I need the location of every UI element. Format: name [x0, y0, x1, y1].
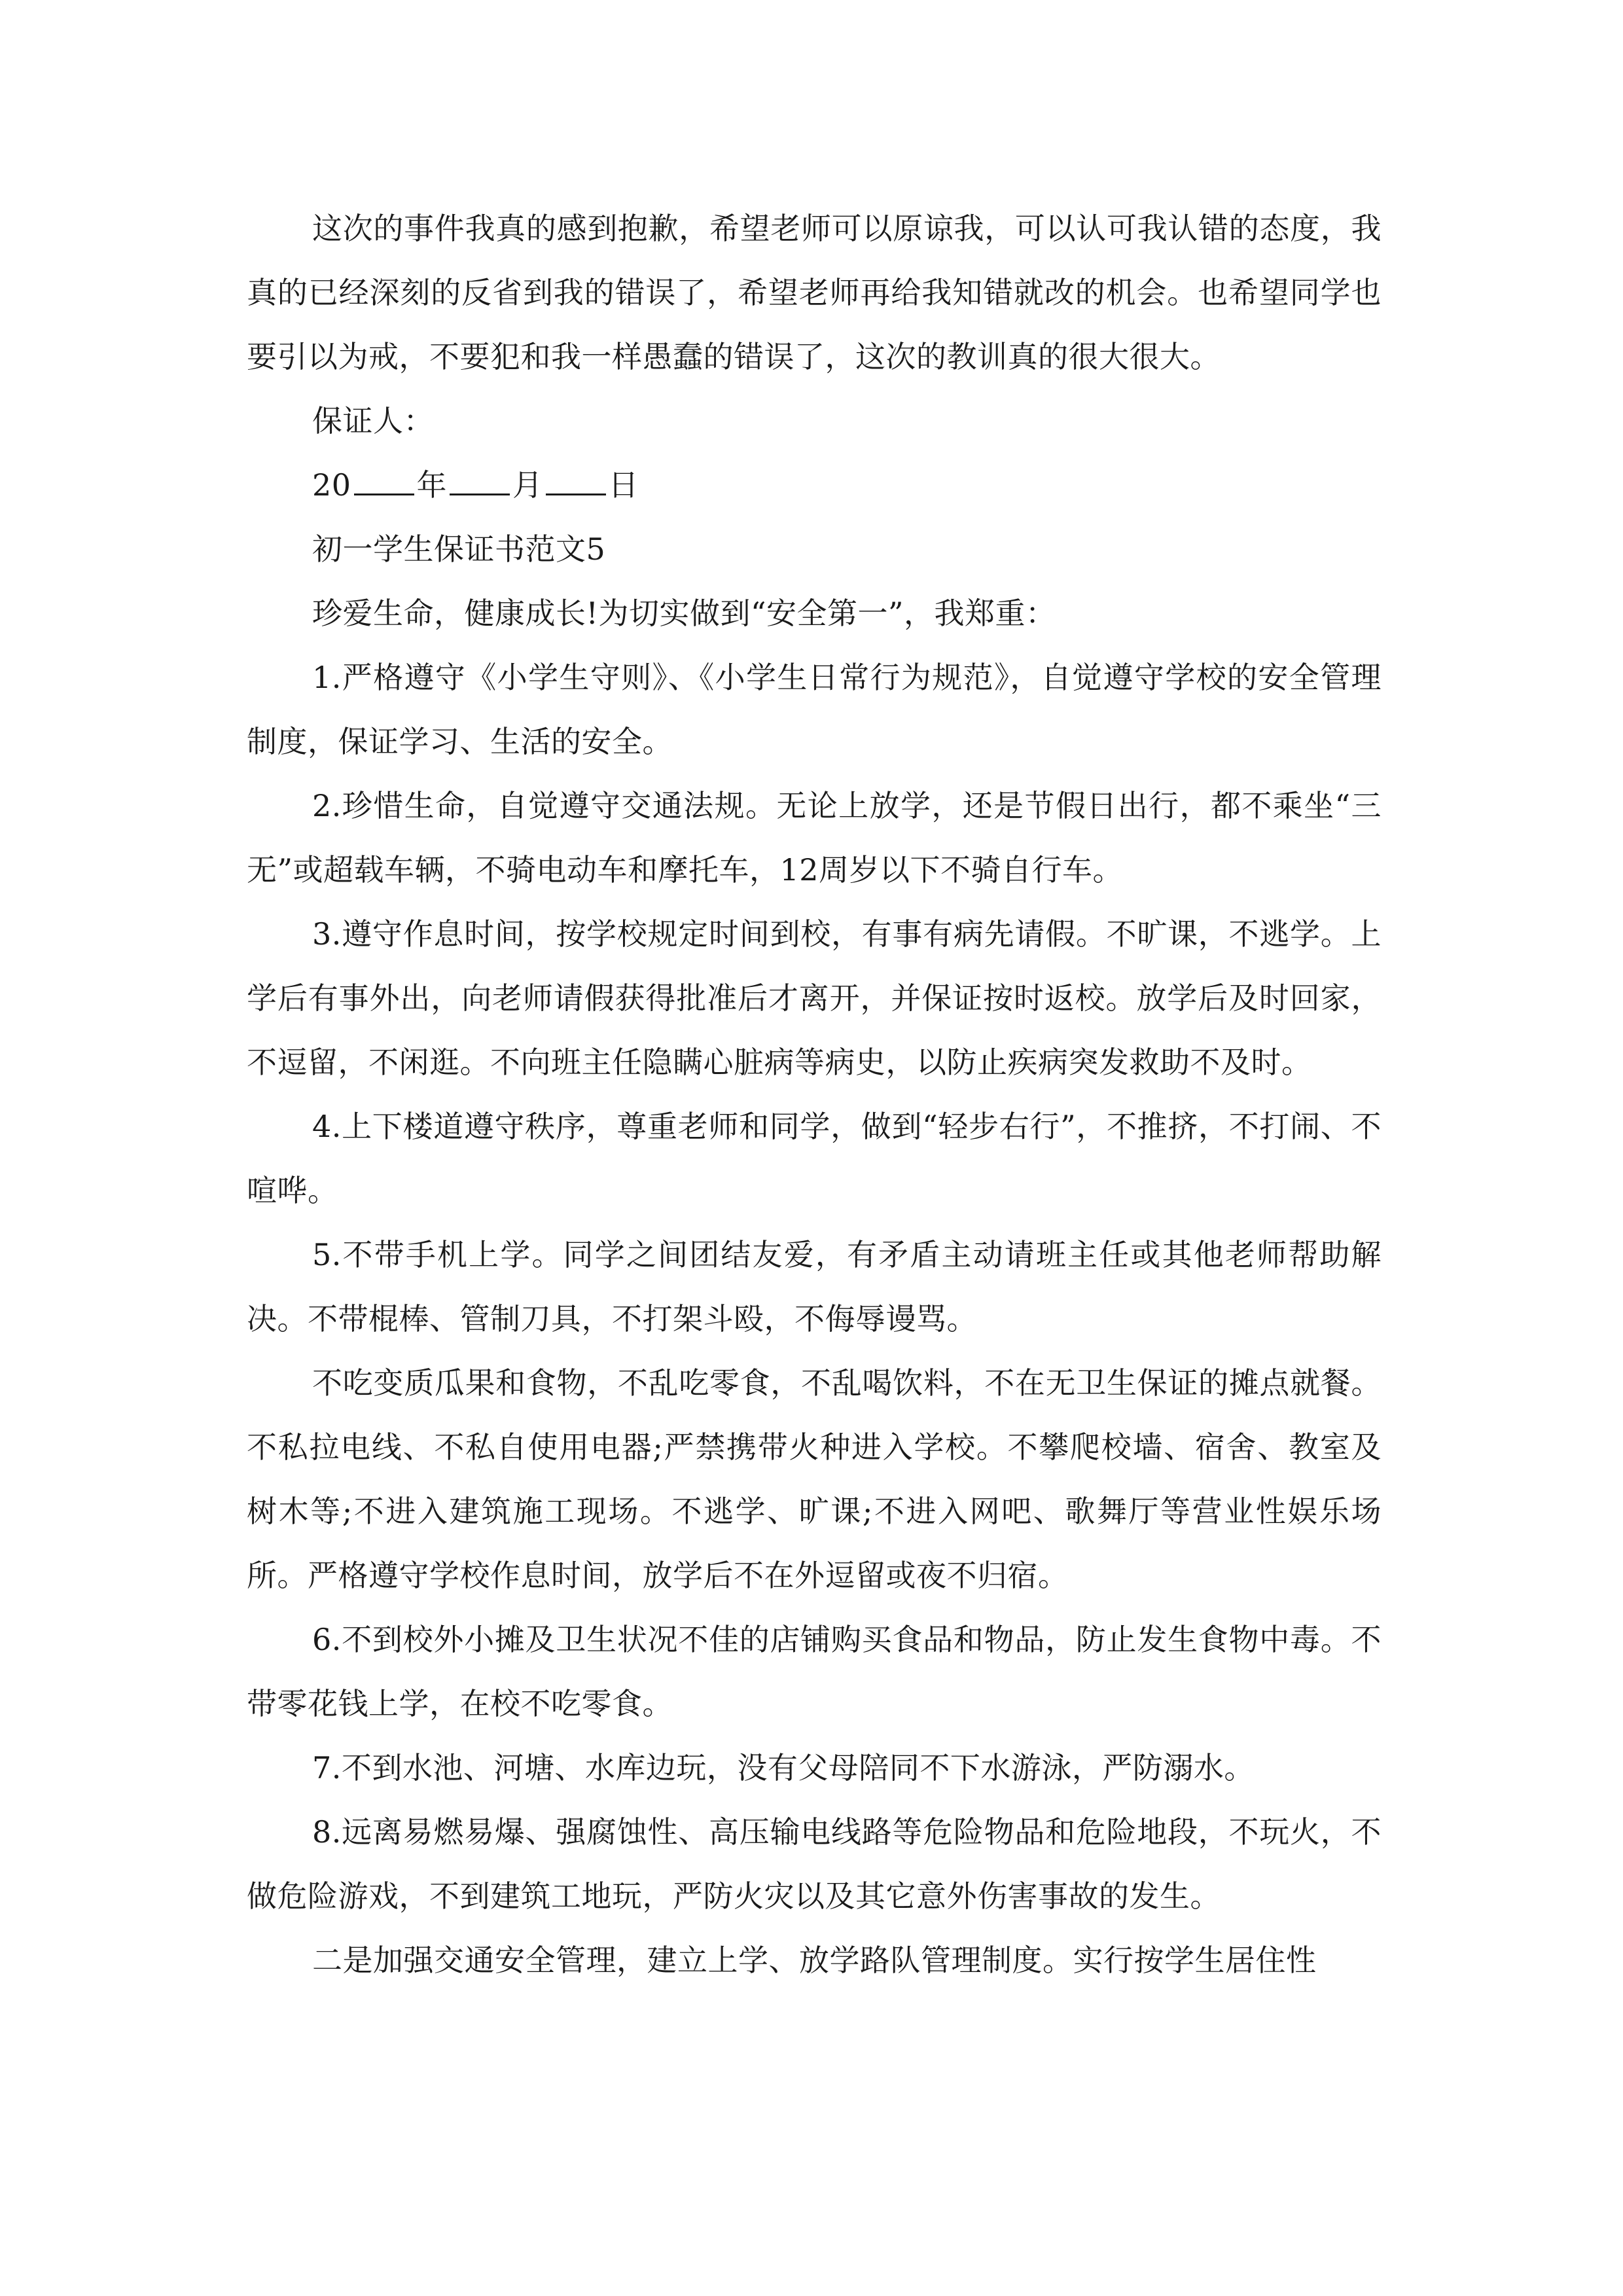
paragraph-item-7: 7.不到水池、河塘、水库边玩，没有父母陪同不下水游泳，严防溺水。 — [312, 1750, 1255, 1785]
paragraph-food-safety: 不吃变质瓜果和食物，不乱吃零食，不乱喝饮料，不在无卫生保证的摊点就餐。不私拉电线、不私自使用电器;严禁携带火种进入学校。不攀爬校墙、宿舍、教室及树木等;不进入建筑施工现场。不逃学、旷课;不进入网吧、歌舞厅等营业性娱乐场所。严格遵守学校作息时间，放学后不在外逗留或夜不归宿。 — [247, 1365, 1382, 1593]
date-day-blank — [546, 474, 606, 495]
paragraph-item-6: 6.不到校外小摊及卫生状况不佳的店铺购买食品和物品，防止发生食物中毒。不带零花钱上学，在校不吃零食。 — [247, 1622, 1382, 1721]
paragraph-intro: 珍爱生命，健康成长!为切实做到“安全第一”，我郑重： — [312, 596, 1056, 631]
paragraph-traffic: 二是加强交通安全管理，建立上学、放学路队管理制度。实行按学生居住性 — [312, 1943, 1317, 1978]
date-year-blank — [354, 474, 414, 495]
date-day-label: 日 — [608, 467, 639, 503]
paragraph-item-1: 1.严格遵守《小学生守则》、《小学生日常行为规范》，自觉遵守学校的安全管理制度，保证学习、生活的安全。 — [247, 660, 1382, 759]
paragraph-item-5: 5.不带手机上学。同学之间团结友爱，有矛盾主动请班主任或其他老师帮助解决。不带棍棒、管制刀具，不打架斗殴，不侮辱谩骂。 — [247, 1237, 1382, 1336]
date-month-blank — [450, 474, 510, 495]
paragraph-item-4: 4.上下楼道遵守秩序，尊重老师和同学，做到“轻步右行”，不推挤，不打闹、不喧哗。 — [247, 1109, 1382, 1208]
date-year-prefix: 20 — [312, 467, 351, 503]
guarantor-line: 保证人： — [312, 403, 434, 439]
paragraph-item-8: 8.远离易燃易爆、强腐蚀性、高压输电线路等危险物品和危险地段，不玩火，不做危险游戏，不到建筑工地玩，严防火灾以及其它意外伤害事故的发生。 — [247, 1814, 1382, 1914]
date-line — [247, 453, 1382, 517]
paragraph-apology: 这次的事件我真的感到抱歉，希望老师可以原谅我，可以认可我认错的态度，我真的已经深刻的反省到我的错误了，希望老师再给我知错就改的机会。也希望同学也要引以为戒，不要犯和我一样愚蠢的错误了，这次的教训真的很大很大。 — [247, 211, 1382, 374]
date-month-label: 月 — [512, 467, 543, 503]
section-heading: 初一学生保证书范文5 — [312, 531, 606, 567]
document-body — [247, 196, 1382, 1992]
paragraph-item-2: 2.珍惜生命，自觉遵守交通法规。无论上放学，还是节假日出行，都不乘坐“三无”或超载车辆，不骑电动车和摩托车，12周岁以下不骑自行车。 — [247, 788, 1382, 888]
date-year-label: 年 — [416, 467, 448, 503]
paragraph-item-3: 3.遵守作息时间，按学校规定时间到校，有事有病先请假。不旷课，不逃学。上学后有事外出，向老师请假获得批准后才离开，并保证按时返校。放学后及时回家，不逗留，不闲逛。不向班主任隐瞒心脏病等病史，以防止疾病突发救助不及时。 — [247, 916, 1382, 1080]
